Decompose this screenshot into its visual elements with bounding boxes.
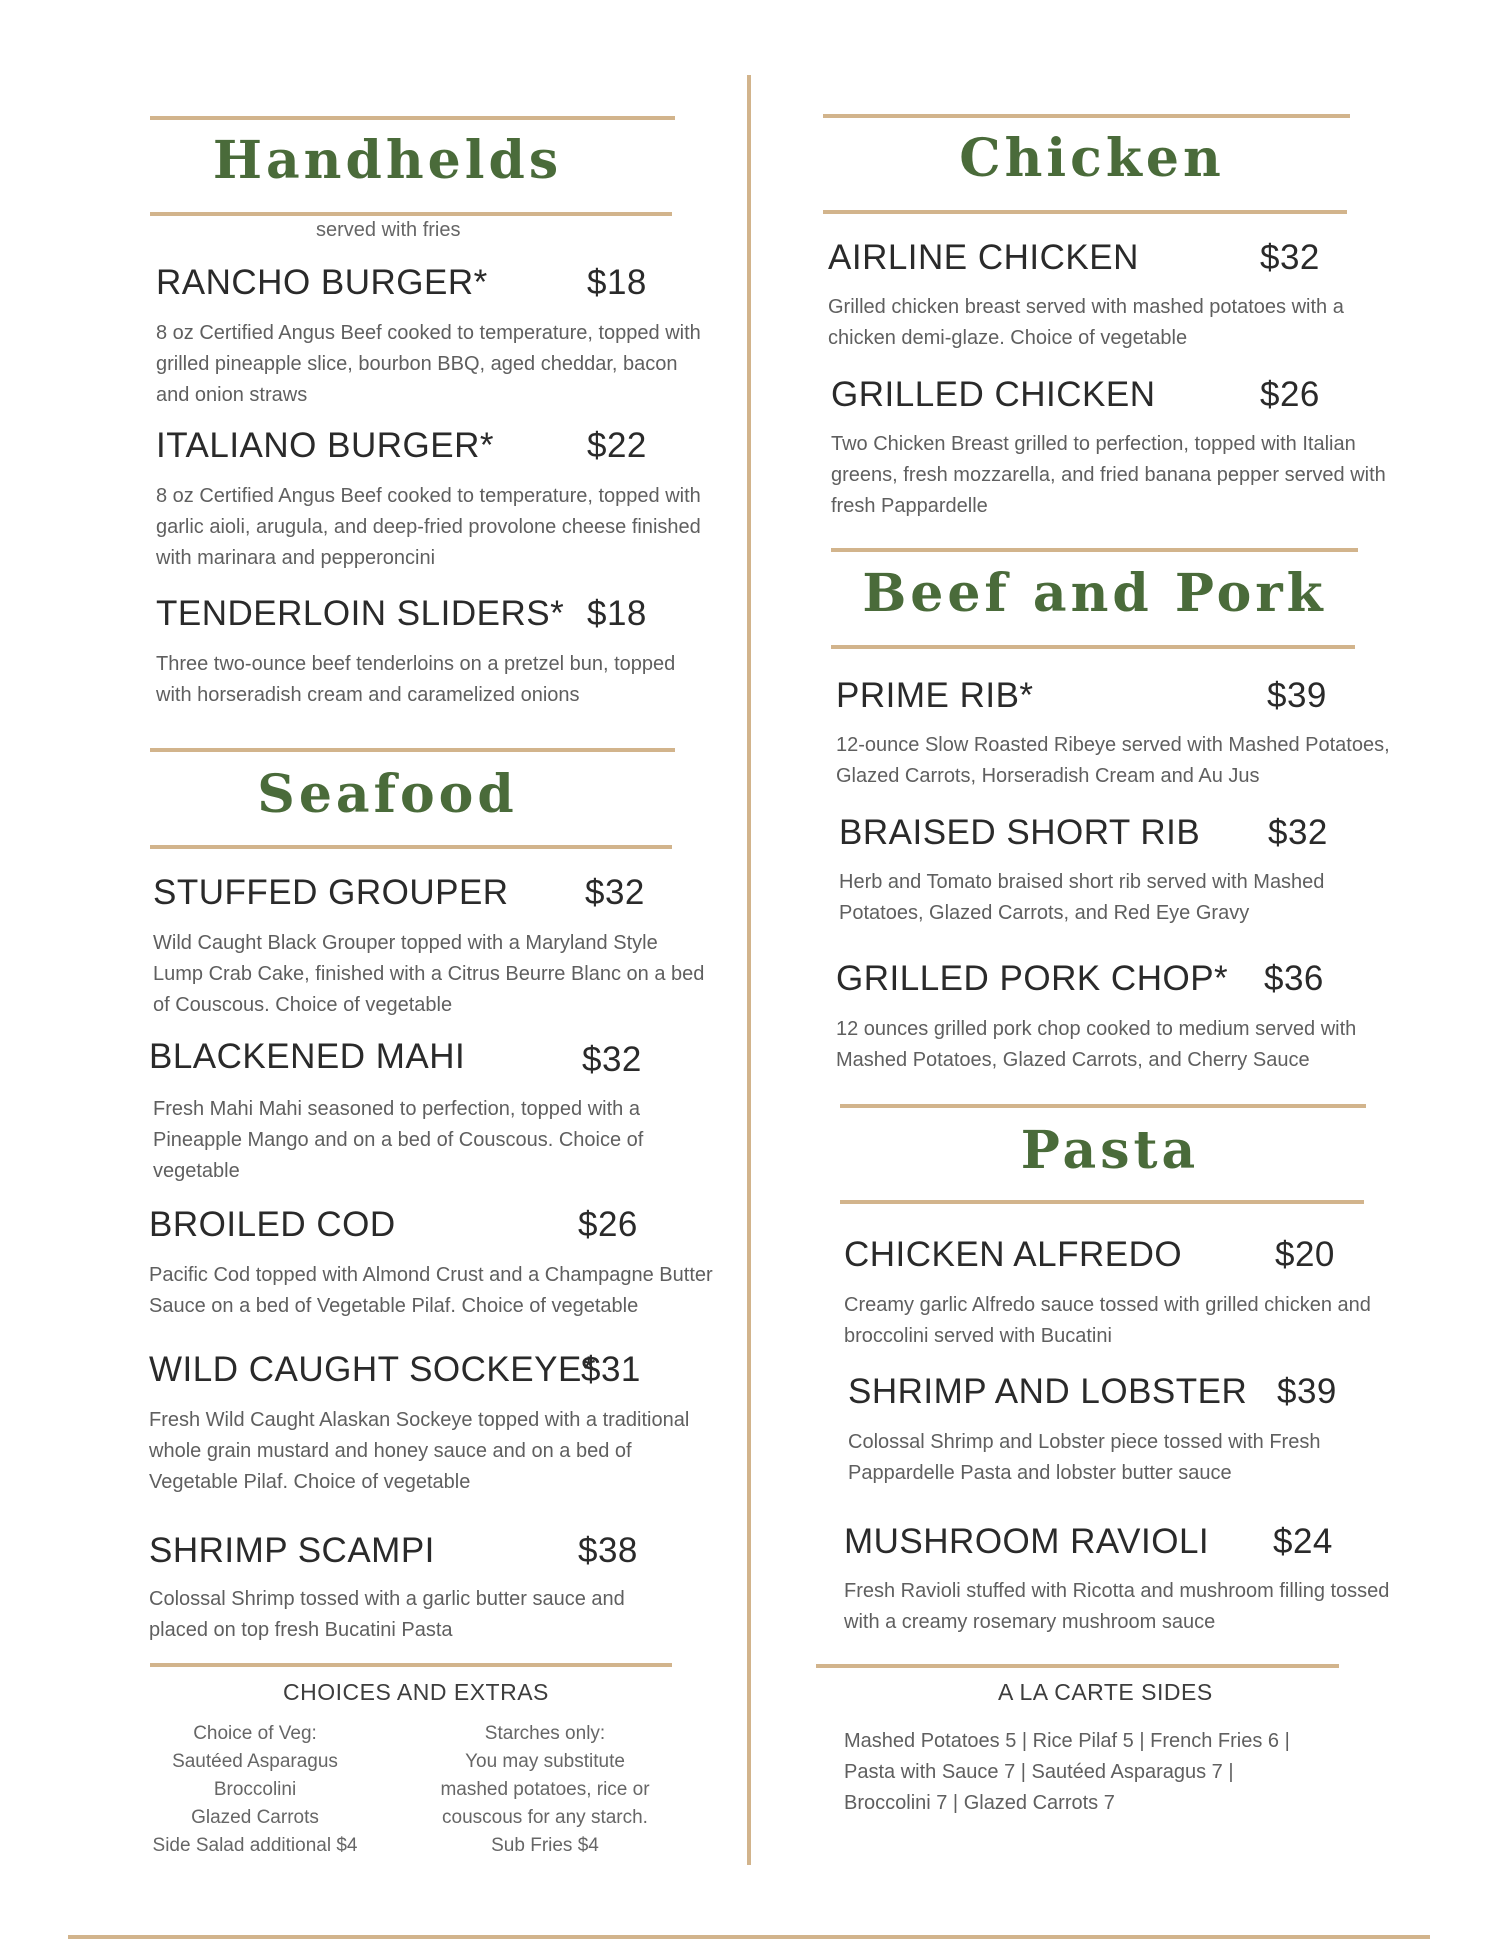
chicken-top-rule [823,114,1350,118]
starch-choice-line: mashed potatoes, rice or [440,1779,650,1800]
choices-title: CHOICES AND EXTRAS [283,1679,549,1705]
item-price: $26 [1260,375,1320,414]
beefpork-top-rule [831,548,1358,552]
item-description: 8 oz Certified Angus Beef cooked to temperature, topped with garlic aioli, arugula, and deep-fried provolone cheese finished with marinara and pepperoncini [156,485,701,569]
item-price: $31 [581,1350,641,1389]
bottom-rule [68,1935,1430,1939]
item-price: $32 [582,1040,642,1079]
item-description: Wild Caught Black Grouper topped with a Maryland Style Lump Crab Cake, finished with a Citrus Beurre Blanc on a bed of Couscous. Choice of vegetable [153,932,705,1016]
item-description: Three two-ounce beef tenderloins on a pretzel bun, topped with horseradish cream and caramelized onions [156,653,676,706]
sides-line: Pasta with Sauce 7 | Sautéed Asparagus 7 | [844,1761,1234,1783]
starch-choice-line: couscous for any starch. [442,1807,648,1828]
item-description: Fresh Mahi Mahi seasoned to perfection, topped with a Pineapple Mango and on a bed of Couscous. Choice of vegetable [153,1098,644,1182]
seafood-bottom-rule [150,845,672,849]
item-price: $39 [1277,1372,1337,1411]
sides-line: Mashed Potatoes 5 | Rice Pilaf 5 | French Fries 6 | [844,1730,1290,1752]
item-name: ITALIANO BURGER* [156,426,494,465]
item-description: Colossal Shrimp tossed with a garlic butter sauce and placed on top fresh Bucatini Pasta [149,1588,625,1641]
item-price: $38 [578,1531,638,1570]
item-name: AIRLINE CHICKEN [828,238,1139,277]
pasta-top-rule [840,1104,1366,1108]
item-price: $24 [1273,1522,1333,1561]
item-name: WILD CAUGHT SOCKEYE* [149,1350,596,1389]
item-description: Colossal Shrimp and Lobster piece tossed with Fresh Pappardelle Pasta and lobster butter sauce [848,1431,1321,1484]
item-name: BRAISED SHORT RIB [839,813,1201,852]
section-title-chicken: Chicken [959,128,1225,189]
item-price: $36 [1264,959,1324,998]
veg-choice-line: Broccolini [213,1779,297,1800]
item-name: STUFFED GROUPER [153,873,509,912]
item-description: Pacific Cod topped with Almond Crust and a Champagne Butter Sauce on a bed of Vegetable Pilaf. Choice of vegetable [149,1264,713,1317]
item-price: $32 [1260,238,1320,277]
item-name: RANCHO BURGER* [156,263,488,302]
item-description: 12 ounces grilled pork chop cooked to medium served with Mashed Potatoes, Glazed Carrots, and Cherry Sauce [836,1018,1357,1071]
item-name: SHRIMP AND LOBSTER [848,1372,1248,1411]
veg-choice-line: Choice of Veg: [193,1723,317,1744]
item-price: $18 [587,594,647,633]
chicken-bottom-rule [823,210,1347,214]
veg-choice-line: Glazed Carrots [191,1807,319,1828]
column-divider [747,75,751,1865]
item-description: Herb and Tomato braised short rib served with Mashed Potatoes, Glazed Carrots, and Red Eye Gravy [839,871,1325,924]
veg-choice-line: Sautéed Asparagus [172,1751,338,1772]
sides-line: Broccolini 7 | Glazed Carrots 7 [844,1792,1115,1814]
item-name: PRIME RIB* [836,676,1034,715]
beefpork-bottom-rule [831,645,1355,649]
item-price: $32 [585,873,645,912]
starch-choices-list [430,1720,660,1860]
item-price: $20 [1275,1235,1335,1274]
item-name: MUSHROOM RAVIOLI [844,1522,1210,1561]
section-title-handhelds: Handhelds [212,130,563,191]
sides-top-rule [816,1664,1339,1668]
item-description: 8 oz Certified Angus Beef cooked to temperature, topped with grilled pineapple slice, bourbon BBQ, aged cheddar, bacon and onion straws [156,322,701,406]
item-name: CHICKEN ALFREDO [844,1235,1183,1274]
item-name: SHRIMP SCAMPI [149,1531,435,1570]
item-description: Two Chicken Breast grilled to perfection, topped with Italian greens, fresh mozzarella, and fried banana pepper served with fresh Pappardelle [831,433,1386,517]
starch-choice-line: You may substitute [465,1751,625,1772]
item-description: Fresh Ravioli stuffed with Ricotta and mushroom filling tossed with a creamy rosemary mushroom sauce [844,1580,1390,1633]
seafood-top-rule [150,748,675,752]
choices-top-rule [150,1663,672,1667]
item-name: GRILLED CHICKEN [831,375,1156,414]
section-title-beef-and-pork: Beef and Pork [862,563,1327,624]
section-title-seafood: Seafood [257,764,518,825]
item-description: Grilled chicken breast served with mashed potatoes with a chicken demi-glaze. Choice of vegetable [828,296,1344,349]
sides-list [844,1726,1364,1819]
veg-choice-line: Side Salad additional $4 [152,1835,358,1856]
item-name: BROILED COD [149,1205,396,1244]
pasta-bottom-rule [840,1200,1364,1204]
veg-choices-list [140,1720,370,1860]
item-price: $18 [587,263,647,302]
item-price: $32 [1268,813,1328,852]
handhelds-note: served with fries [316,219,461,241]
item-name: GRILLED PORK CHOP* [836,959,1229,998]
item-name: TENDERLOIN SLIDERS* [156,594,565,633]
item-name: BLACKENED MAHI [149,1037,466,1076]
item-description: 12-ounce Slow Roasted Ribeye served with Mashed Potatoes, Glazed Carrots, Horseradish Cream and Au Jus [836,734,1390,787]
item-price: $22 [587,426,647,465]
item-description: Creamy garlic Alfredo sauce tossed with grilled chicken and broccolini served with Bucatini [844,1294,1371,1347]
sides-title: A LA CARTE SIDES [998,1679,1213,1705]
item-price: $39 [1267,676,1327,715]
handhelds-bottom-rule [150,212,672,216]
item-price: $26 [578,1205,638,1244]
handhelds-top-rule [150,116,675,120]
section-title-pasta: Pasta [1020,1120,1200,1181]
item-description: Fresh Wild Caught Alaskan Sockeye topped with a traditional whole grain mustard and honey sauce and on a bed of Vegetable Pilaf. Choice of vegetable [149,1409,690,1493]
starch-choice-line: Starches only: [484,1723,606,1744]
starch-choice-line: Sub Fries $4 [491,1835,599,1856]
